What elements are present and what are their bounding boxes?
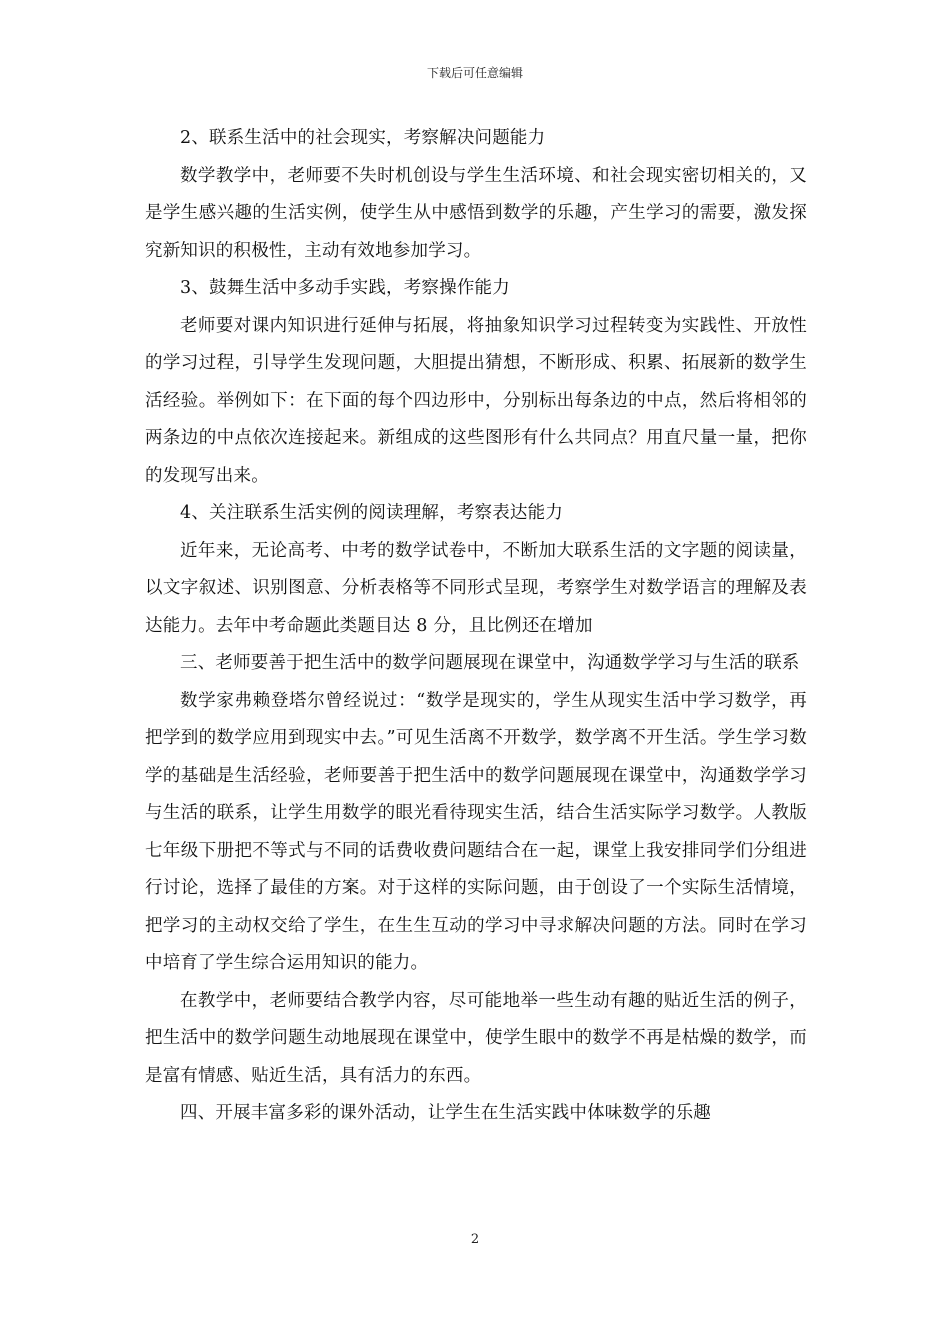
paragraph: 数学教学中，老师要不失时机创设与学生生活环境、和社会现实密切相关的，又是学生感兴趣的生活实例，使学生从中感悟到数学的乐趣，产生学习的需要，激发探究新知识的积极性，主动有效地参加学习。 — [145, 165, 807, 261]
section-heading-3: 3、鼓舞生活中多动手实践，考察操作能力 — [180, 278, 510, 298]
page-header: 下载后可任意编辑 — [426, 66, 523, 80]
chapter-heading-3: 三、老师要善于把生活中的数学问题展现在课堂中，沟通数学学习与生活的联系 — [180, 653, 800, 673]
section-heading-2: 2、联系生活中的社会现实，考察解决问题能力 — [180, 128, 546, 148]
paragraph: 数学家弗赖登塔尔曾经说过：“数学是现实的，学生从现实生活中学习数学，再把学到的数学应用到现实中去。”可见生活离不开数学，数学离不开生活。学生学习数学的基础是生活经验，老师要善于把生活中的数学问题展现在课堂中，沟通数学学习与生活的联系，让学生用数学的眼光看待现实生活，结合生活实际学习数学。人教版七年级下册把不等式与不同的话费收费问题结合在一起，课堂上我安排同学们分组进行讨论，选择了最佳的方案。对于这样的实际问题，由于创设了一个实际生活情境，把学习的主动权交给了学生，在生生互动的学习中寻求解决问题的方法。同时在学习中培育了学生综合运用知识的能力。 — [145, 690, 807, 973]
document-body — [145, 120, 807, 1133]
chapter-heading-4: 四、开展丰富多彩的课外活动，让学生在生活实践中体味数学的乐趣 — [180, 1103, 711, 1123]
paragraph: 近年来，无论高考、中考的数学试卷中，不断加大联系生活的文字题的阅读量，以文字叙述、识别图意、分析表格等不同形式呈现，考察学生对数学语言的理解及表达能力。去年中考命题此类题目达 8 分，且比例还在增加 — [145, 540, 807, 636]
paragraph: 在教学中，老师要结合教学内容，尽可能地举一些生动有趣的贴近生活的例子，把生活中的数学问题生动地展现在课堂中，使学生眼中的数学不再是枯燥的数学，而是富有情感、贴近生活，具有活力的东西。 — [145, 990, 807, 1086]
section-heading-4: 4、关注联系生活实例的阅读理解，考察表达能力 — [180, 503, 564, 523]
paragraph: 老师要对课内知识进行延伸与拓展，将抽象知识学习过程转变为实践性、开放性的学习过程，引导学生发现问题，大胆提出猜想，不断形成、积累、拓展新的数学生活经验。举例如下：在下面的每个四边形中，分别标出每条边的中点，然后将相邻的两条边的中点依次连接起来。新组成的这些图形有什么共同点？用直尺量一量，把你的发现写出来。 — [145, 315, 807, 486]
page-number: 2 — [470, 1232, 480, 1247]
